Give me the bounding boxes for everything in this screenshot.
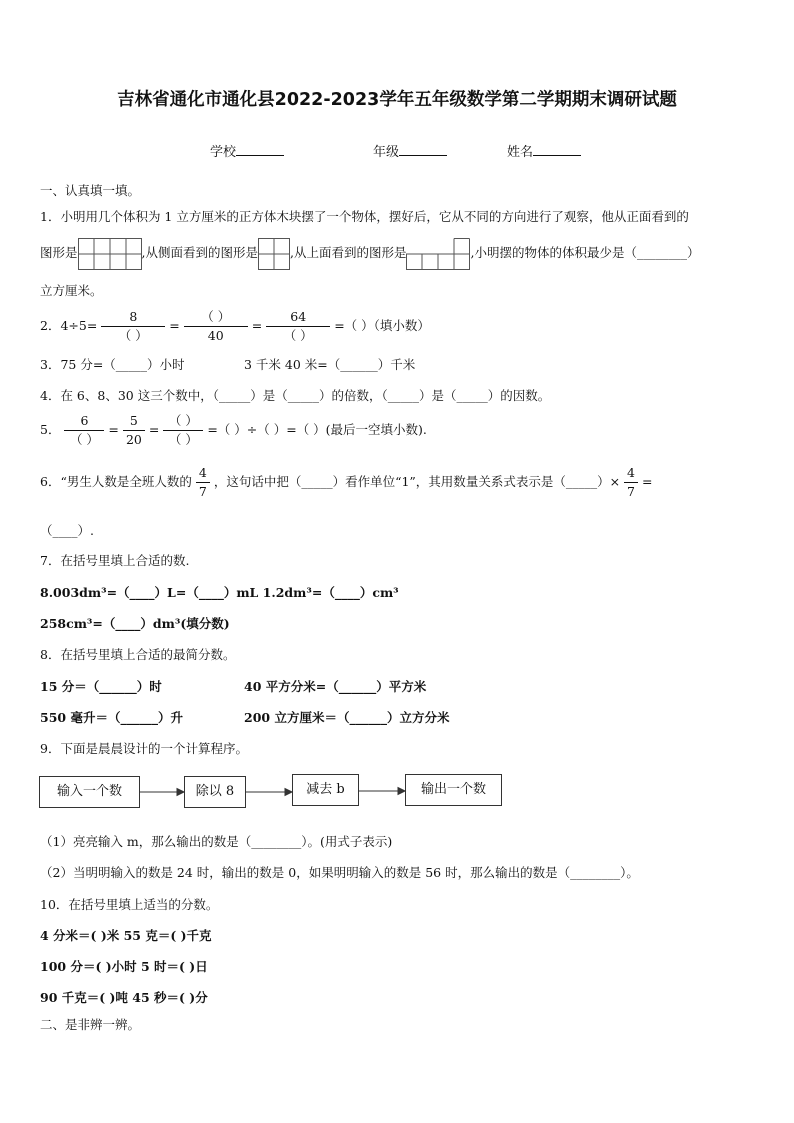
- arrow-head: [285, 789, 292, 796]
- fraction-3-denominator: （ ）: [266, 326, 330, 343]
- fraction-2-numerator: 5: [129, 413, 138, 428]
- fraction-2-denominator: 40: [184, 326, 248, 343]
- question-7-lead: 7．在括号里填上合适的数.: [40, 553, 190, 568]
- fraction-1: [101, 311, 165, 342]
- question-6: [40, 462, 653, 502]
- side-view-label: ,从侧面看到的图形是: [141, 245, 258, 260]
- name-field[interactable]: [507, 141, 581, 160]
- fraction-a: [196, 467, 210, 498]
- fraction-3-denominator: （ ）: [163, 430, 203, 447]
- top-view-grid: [406, 238, 470, 270]
- question-8-d: 200 立方厘米＝（______）立方分米: [244, 710, 450, 725]
- question-3-a: 3．75 分=（_____）小时: [40, 357, 185, 372]
- question-9-sub1: （1）亮亮输入 m，那么输出的数是（________）。(用式子表示): [40, 834, 393, 849]
- grade-field[interactable]: [373, 141, 447, 160]
- question-10-lead: 10．在括号里填上适当的分数。: [40, 897, 219, 912]
- school-label: 学校: [210, 145, 237, 160]
- fraction-b-denominator: 7: [624, 482, 638, 499]
- equals-sign: =: [169, 318, 180, 333]
- section-heading: 二、是非辨一辨。: [40, 1017, 141, 1032]
- question-4: 4．在 6、8、30 这三个数中，（_____）是（_____）的倍数，（_____）是（_____）的因数。: [40, 388, 551, 403]
- name-label: 姓名: [507, 145, 534, 160]
- side-view-grid: [258, 238, 290, 270]
- front-view-label: 图形是: [40, 245, 78, 260]
- grade-blank[interactable]: [399, 142, 447, 156]
- arrow-head: [398, 788, 405, 795]
- question-9-lead: 9．下面是晨晨设计的一个计算程序。: [40, 741, 248, 756]
- question-5: [40, 410, 427, 450]
- fraction-3: [163, 415, 203, 446]
- fraction-2: [184, 311, 248, 342]
- fraction-1-denominator: （ ）: [64, 430, 104, 447]
- fraction-1: [64, 415, 104, 446]
- fraction-1-numerator: 8: [129, 309, 138, 324]
- question-8-c: 550 毫升＝（______）升: [40, 710, 183, 725]
- question-1-tail: ,小明摆的物体的体积最少是（________）: [470, 245, 700, 260]
- school-field[interactable]: [210, 141, 284, 160]
- page-title: 吉林省通化市通化县2022-2023学年五年级数学第二学期期末调研试题: [117, 90, 677, 110]
- fraction-a-denominator: 7: [196, 482, 210, 499]
- flow-box-divide: 除以 8: [184, 776, 246, 808]
- question-8-b: 40 平方分米=（______）平方米: [244, 679, 427, 694]
- question-3-b: 3 千米 40 米=（______）千米: [244, 357, 416, 372]
- fraction-1-numerator: 6: [80, 413, 89, 428]
- flow-box-output: 输出一个数: [405, 774, 502, 806]
- school-blank[interactable]: [236, 142, 284, 156]
- equals-sign: =: [148, 422, 160, 437]
- question-2-tail: =（ ）（填小数）: [334, 318, 430, 333]
- equals-sign: =: [108, 422, 119, 437]
- question-7-line1: 8.003dm³=（____）L=（____）mL 1.2dm³=（____）cm³: [40, 585, 399, 600]
- flow-arrows: [0, 760, 794, 820]
- question-7-line2: 258cm³=（____）dm³(填分数): [40, 616, 230, 631]
- question-10-line1: 4 分米＝( )米 55 克＝( )千克: [40, 928, 212, 943]
- question-6-lead: 6．“男生人数是全班人数的: [40, 474, 192, 489]
- flow-box-subtract: 减去 b: [292, 774, 359, 806]
- question-6-mid: ，这句话中把（_____）看作单位“1”，其用数量关系式表示是（_____）×: [213, 474, 621, 489]
- question-5-lead: 5．: [40, 422, 61, 437]
- front-view-grid: [78, 238, 142, 270]
- equals-sign: =: [251, 318, 263, 333]
- question-1-line1: 1．小明用几个体积为 1 立方厘米的正方体木块摆了一个物体，摆好后，它从不同的方向进行了观察，他从正面看到的: [40, 209, 689, 224]
- question-10-line2: 100 分＝( )小时 5 时＝( )日: [40, 959, 208, 974]
- question-1-line3: 立方厘米。: [40, 283, 103, 298]
- question-8-a: 15 分＝（______）时: [40, 679, 162, 694]
- fraction-2: [123, 415, 145, 446]
- fraction-a-numerator: 4: [198, 465, 207, 480]
- question-1-line2: [40, 236, 699, 270]
- fraction-3: [266, 311, 330, 342]
- question-9-sub2: （2）当明明输入的数是 24 时，输出的数是 0，如果明明输入的数是 56 时，那么输出的数是（________）。: [40, 865, 639, 880]
- fraction-b-numerator: 4: [627, 465, 635, 480]
- fraction-2-denominator: 20: [123, 430, 145, 447]
- question-2-lead: 2．4÷5=: [40, 318, 98, 333]
- question-6-eq: =: [642, 474, 653, 489]
- question-6-line2: （____）.: [40, 523, 94, 538]
- fraction-3-numerator: 64: [290, 309, 307, 324]
- grade-label: 年级: [373, 145, 400, 160]
- flow-box-input: 输入一个数: [39, 776, 140, 808]
- question-2: [40, 306, 430, 346]
- fraction-2-numerator: （ ）: [201, 309, 231, 324]
- fraction-b: [624, 467, 638, 498]
- fraction-1-denominator: （ ）: [101, 326, 165, 343]
- fraction-3-numerator: （ ）: [168, 413, 198, 428]
- question-5-tail: =（ ）÷（ ）=（ ）(最后一空填小数).: [207, 422, 427, 437]
- question-10-line3: 90 千克＝( )吨 45 秒＝( )分: [40, 990, 208, 1005]
- name-blank[interactable]: [533, 142, 581, 156]
- question-8-lead: 8．在括号里填上合适的最简分数。: [40, 647, 236, 662]
- arrow-head: [177, 789, 184, 796]
- top-view-label: ,从上面看到的图形是: [290, 245, 407, 260]
- section-heading: 一、认真填一填。: [40, 183, 141, 198]
